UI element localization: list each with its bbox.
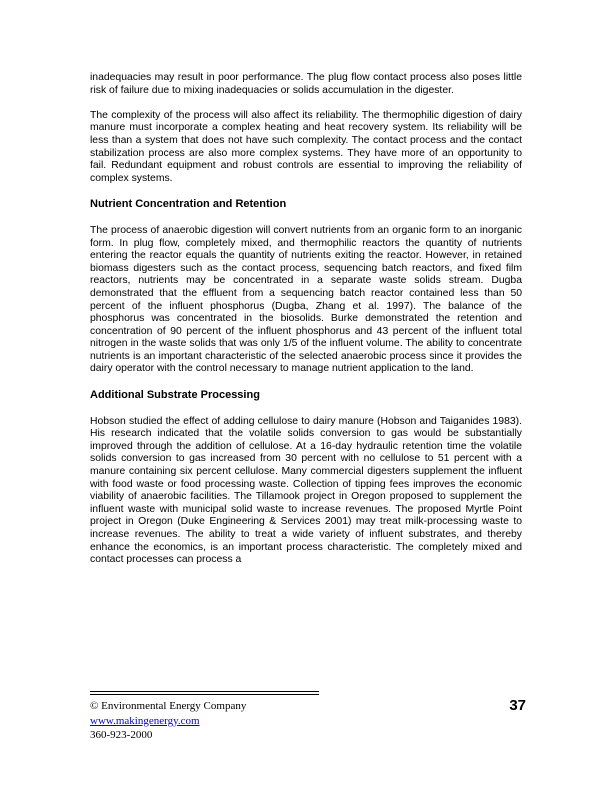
footer: [90, 699, 246, 743]
footer-divider-top: [90, 691, 319, 692]
paragraph-continuation: inadequacies may result in poor performance. The plug flow contact process also poses little risk of failure due to mixing inadequacies or solids accumulation in the digester.: [90, 72, 522, 96]
section-heading-nutrient: Nutrient Concentration and Retention: [90, 197, 287, 210]
paragraph-substrate: Hobson studied the effect of adding cellulose to dairy manure (Hobson and Taiganides 1983). His research indicated that the volatile solids conversion to gas would be substantially improved through the addition of cellulose. At a 16-day hydraulic retention time the volatile solids conversion to gas increased from 30 percent with no cellulose to 51 percent with a manure containing six percent cellulose. Many commercial digesters supplement the influent with food waste or food processing waste. Collection of tipping fees improves the economic viability of anaerobic facilities. The Tillamook project in Oregon proposed to supplement the influent waste with municipal solid waste to increase revenues. The proposed Myrtle Point project in Oregon (Duke Engineering & Services 2001) may treat milk-processing waste to increase revenues. The ability to treat a wide variety of influent substrates, and thereby enhance the economics, is an important process characteristic. The completely mixed and contact processes can process a: [90, 415, 522, 566]
footer-company: © Environmental Energy Company: [90, 700, 247, 712]
body-text: [90, 72, 522, 579]
paragraph-reliability: The complexity of the process will also affect its reliability. The thermophilic digestion of dairy manure must incorporate a complex heating and heat recovery system. Its reliability will be less than a system that does not have such complexity. The contact process and the contact stabilization process are also more complex systems. They have more of an opportunity to fail. Redundant equipment and robust controls are essential to improving the reliability of complex systems.: [90, 109, 522, 184]
footer-divider-bottom: [90, 694, 319, 695]
paragraph-nutrient: The process of anaerobic digestion will convert nutrients from an organic form to an inorganic form. In plug flow, completely mixed, and thermophilic reactors the quantity of nutrients entering the reactor equals the quantity of nutrients exiting the reactor. However, in retained biomass digesters such as the contact process, sequencing batch reactors, and fixed film reactors, nutrients may be concentrated in a separate waste solids stream. Dugba demonstrated that the effluent from a sequencing batch reactor contained less than 50 percent of the influent phosphorus (Dugba, Zhang et al. 1997). The balance of the phosphorus was concentrated in the biosolids. Burke demonstrated the retention and concentration of 90 percent of the influent phosphorus and 43 percent of the influent total nitrogen in the waste solids that was only 1/5 of the influent volume. The ability to concentrate nutrients is an important characteristic of the selected anaerobic process since it provides the dairy operator with the control necessary to manage nutrient application to the land.: [90, 224, 522, 375]
section-heading-substrate: Additional Substrate Processing: [90, 388, 260, 401]
page-number: 37: [509, 697, 526, 714]
footer-phone: 360-923-2000: [90, 729, 153, 741]
footer-website-link[interactable]: www.makingenergy.com: [90, 714, 200, 727]
